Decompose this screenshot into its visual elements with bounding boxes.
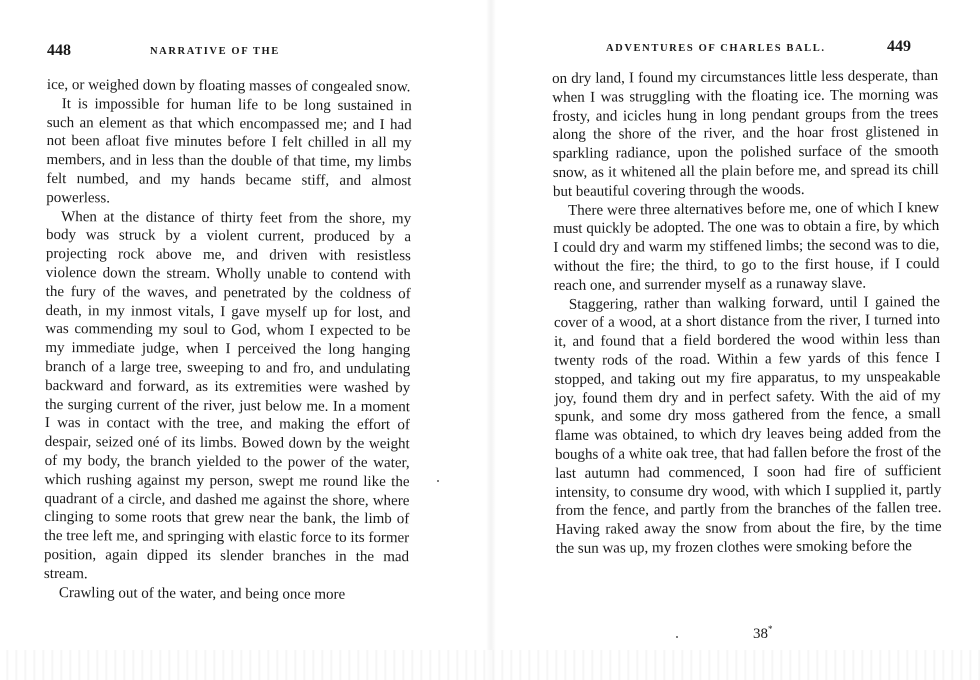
page-number-right: 449 (887, 38, 911, 55)
paragraph: on dry land, I found my circumstances little less desperate, than when I was struggling with the floating ice. The morning was frosty, and icicles hung in long pendant groups from the trees along the shore of the river, and the hoar frost glistened in sparkling radiance, upon the polished surface of the smooth snow, as it whitened all the plain before me, and spread its chill but beautiful covering through the woods. (552, 67, 939, 200)
scan-bottom-edge (0, 650, 980, 680)
scan-speck (437, 480, 439, 482)
running-title-right: ADVENTURES OF CHARLES BALL. (606, 43, 826, 54)
text-column-right (552, 67, 942, 559)
paragraph: Crawling out of the water, and being once more (58, 584, 346, 603)
paragraph: It is impossible for human life to be long sustained in such an element as that which encompassed me; and I had not been afloat five minutes before I felt chilled in all my members, and in less than the double of that time, my limbs felt numbed, and my hands became stiff, and almost powerless. (46, 95, 412, 207)
page-number-left: 448 (47, 42, 71, 59)
signature-mark (753, 624, 773, 643)
signature-asterisk: * (768, 624, 773, 634)
paragraph: There were three alternatives before me, one of which I knew must quickly be adopted. The one was to obtain a fire, by which I could dry and warm my stiffened limbs; the second was to die, without the fire; the third, to go to the first house, if I could reach one, and surrender myself as a runaway slave. (553, 199, 940, 294)
paragraph: When at the distance of thirty feet from the shore, my body was struck by a violent current, produced by a projecting rock above me, and driven with resistless violence down the stream. Wholly unable to contend with the fury of the waves, and penetrated by the coldness of death, in my inmost vitals, I gave myself up for lost, and was commending my soul to God, whom I expected to be my immediate judge, when I perceived the long hanging branch of a large tree, sweeping to and fro, and undulating backward and forward, as its extremities were washed by the surging current of the river, just below me. In a moment I was in contact with the tree, and making the effort of despair, seized oné of its limbs. Bowed down by the weight of my body, the branch yielded to the power of the water, which rushing against my person, swept me round like the quadrant of a circle, and dashed me against the shore, where clinging to some roots that grew near the bank, the limb of the tree left me, and springing with elastic force to its former position, again dipped its slender branches in the mad stream. (43, 208, 412, 582)
signature-number: 38 (753, 626, 768, 642)
paragraph: Staggering, rather than walking forward, until I gained the cover of a wood, at a short distance from the river, I turned into it, and found that a field bordered the wood within less than twenty rods of the road. Within a few yards of this fence I stopped, and taking out my fire apparatus, to my unspeakable joy, found them dry and in perfect safety. With the aid of my spunk, and some dry moss gathered from the fence, a small flame was obtained, to which dry leaves being added from the boughs of a white oak tree, that had fallen before the frost of the last autumn had commenced, I soon had fire of sufficient intensity, to consume dry wood, with which I supplied it, partly from the fence, and partly from the branches of the fallen tree. Having raked away the snow from about the fire, by the time the sun was up, my frozen clothes were smoking before the (553, 293, 942, 557)
paragraph: ice, or weighed down by floating masses of congealed snow. (46, 76, 411, 96)
running-title-left: NARRATIVE OF THE (150, 46, 280, 57)
text-column-left (44, 76, 412, 605)
scan-speck (676, 636, 678, 638)
